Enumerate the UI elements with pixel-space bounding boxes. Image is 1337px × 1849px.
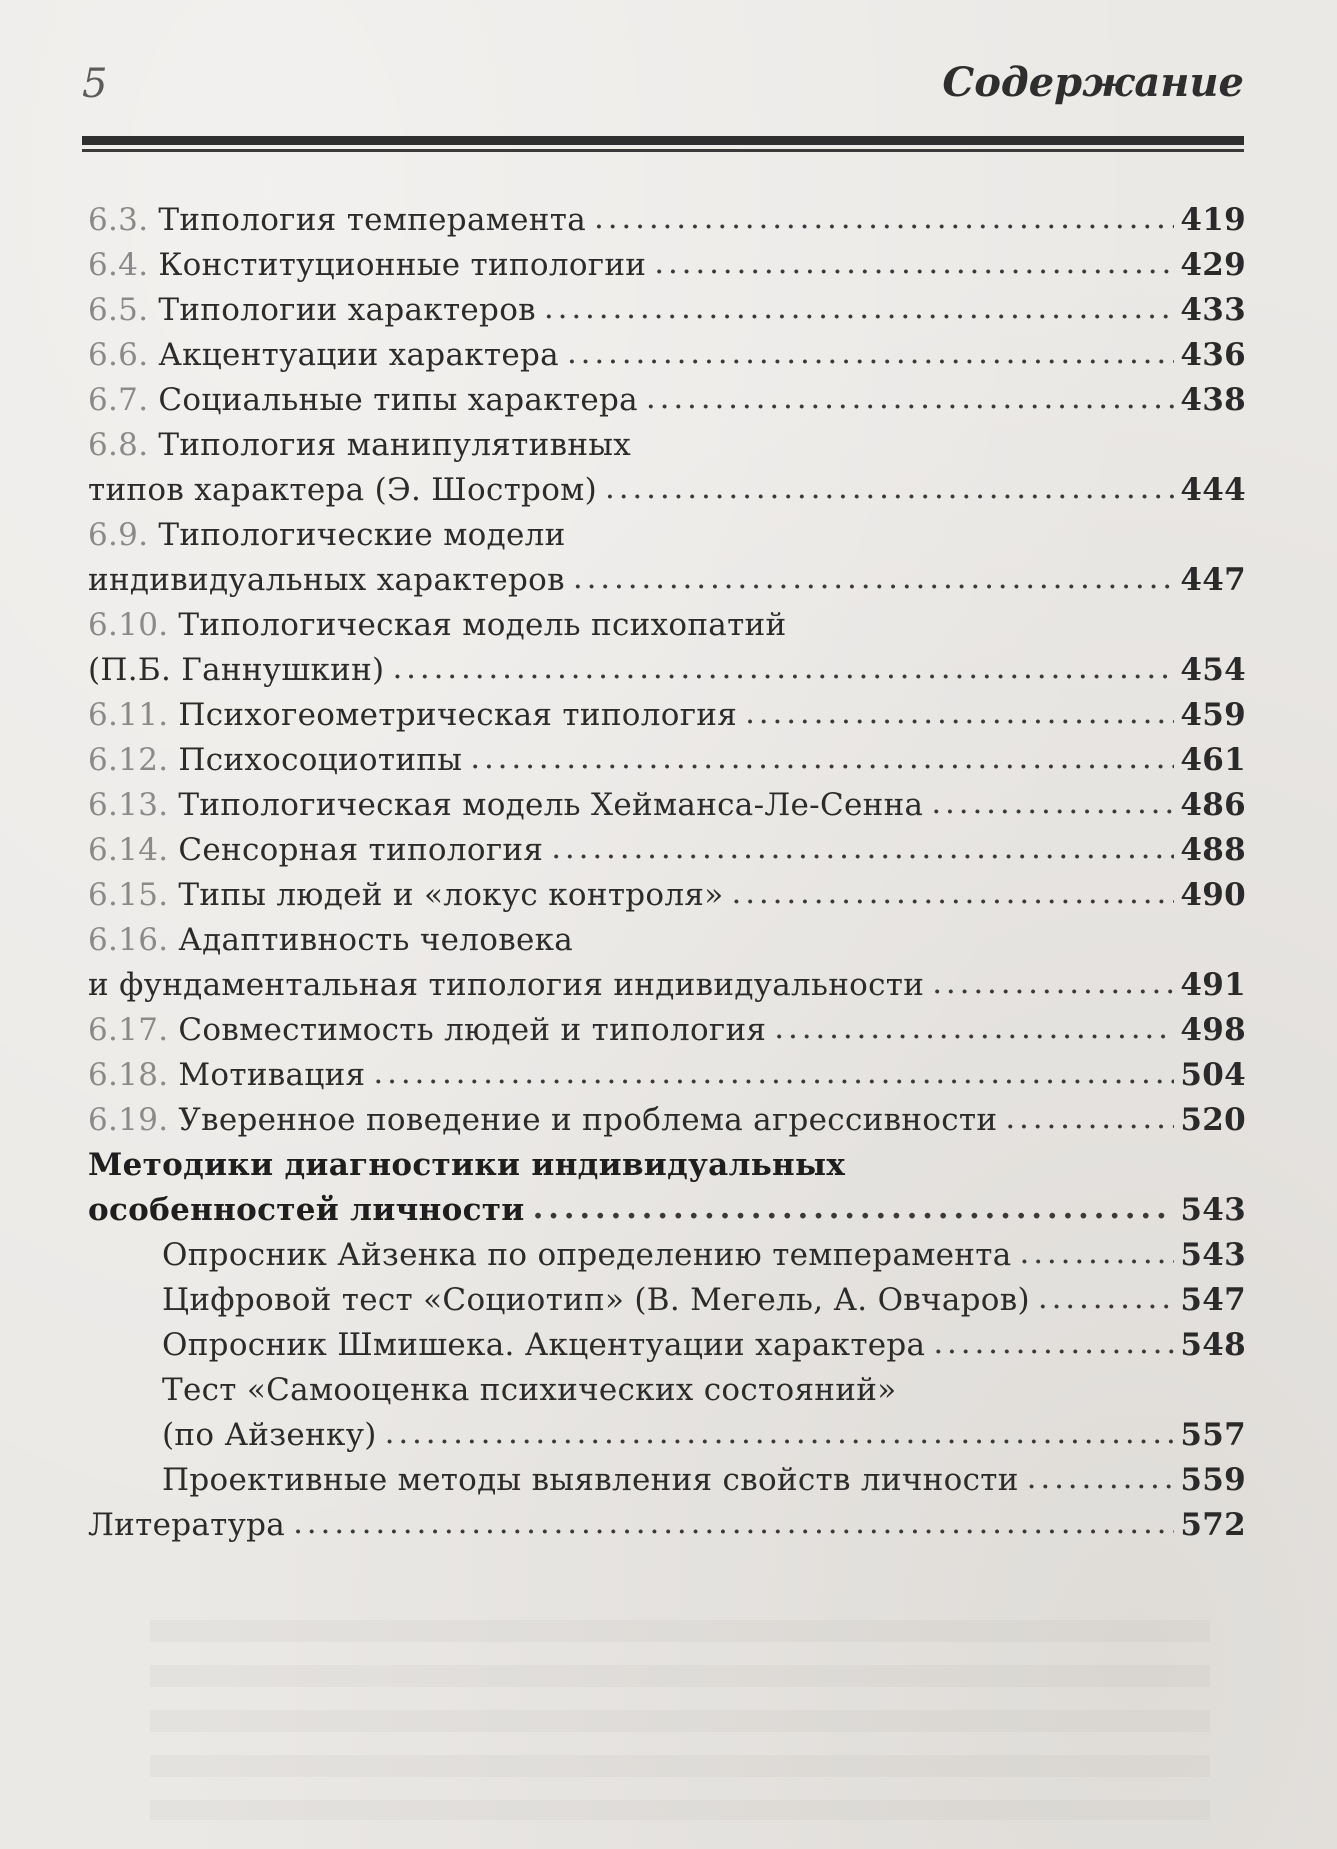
toc-section-title-line1: Методики диагностики индивидуальных: [88, 1147, 846, 1183]
toc-entry-title: Психогеометрическая типология: [178, 697, 738, 733]
toc-entry-page: 557: [1180, 1417, 1246, 1453]
toc-entry-6-6[interactable]: [88, 333, 1246, 378]
toc-entry-number: 6.17.: [88, 1012, 169, 1048]
dot-leader: [567, 331, 1174, 376]
dot-leader: [293, 1501, 1174, 1546]
toc-entry-page: 433: [1180, 292, 1246, 328]
toc-entry-6-10[interactable]: [88, 603, 1246, 693]
dot-leader: [470, 736, 1174, 781]
toc-entry-title-line1: Адаптивность человека: [178, 922, 574, 958]
toc-entry-page: 504: [1180, 1057, 1246, 1093]
dot-leader: [1005, 1096, 1174, 1141]
dot-leader: [1038, 1276, 1174, 1321]
toc-entry-6-18[interactable]: [88, 1053, 1246, 1098]
toc-entry-title: Социальные типы характера: [158, 382, 638, 418]
toc-entry-page: 543: [1180, 1192, 1246, 1228]
toc-entry-page: 486: [1180, 787, 1246, 823]
show-through-texture: [150, 1620, 1210, 1820]
toc-entry-page: 520: [1180, 1102, 1246, 1138]
toc-entry-number: 6.15.: [88, 877, 169, 913]
toc-entry-title: Типологическая модель Хейманса-Ле-Сенна: [178, 787, 924, 823]
toc-entry-page: 461: [1180, 742, 1246, 778]
toc-entry-title-line1: Тест «Самооценка психических состояний»: [162, 1372, 897, 1408]
dot-leader: [774, 1006, 1174, 1051]
toc-entry-page: 447: [1180, 562, 1246, 598]
toc-entry-page: 436: [1180, 337, 1246, 373]
toc-entry-6-3[interactable]: [88, 198, 1246, 243]
toc-entry-title-line1: Типологические модели: [158, 517, 566, 553]
toc-entry-number: 6.4.: [88, 247, 149, 283]
toc-entry-page: 498: [1180, 1012, 1246, 1048]
toc-entry-title: Конституционные типологии: [158, 247, 647, 283]
toc-entry-title-line2: (по Айзенку): [162, 1417, 377, 1453]
dot-leader: [654, 241, 1174, 286]
toc-entry-number: 6.18.: [88, 1057, 169, 1093]
toc-entry-title: Проективные методы выявления свойств личности: [162, 1462, 1019, 1498]
toc-entry-literature[interactable]: [88, 1503, 1246, 1548]
toc-entry-page: 459: [1180, 697, 1246, 733]
header-rule-thick: [82, 136, 1244, 145]
toc-entry-number: 6.16.: [88, 922, 169, 958]
toc-entry-title-line2: типов характера (Э. Шостром): [88, 472, 597, 508]
toc-section-title-line2: особенностей личности: [88, 1192, 525, 1228]
toc-subentry-self-assessment[interactable]: [88, 1368, 1246, 1458]
toc-entry-title: Сенсорная типология: [178, 832, 544, 868]
toc-subentry-projective[interactable]: [88, 1458, 1246, 1503]
header-rule-thin: [82, 149, 1244, 152]
toc-entry-number: 6.9.: [88, 517, 149, 553]
toc-entry-title: Типы людей и «локус контроля»: [178, 877, 724, 913]
dot-leader: [573, 556, 1175, 601]
toc-entry-6-12[interactable]: [88, 738, 1246, 783]
toc-entry-title: Мотивация: [178, 1057, 366, 1093]
toc-entry-number: 6.13.: [88, 787, 169, 823]
toc-entry-title-line1: Типология манипулятивных: [158, 427, 632, 463]
toc-section-methods[interactable]: [88, 1143, 1246, 1233]
toc-entry-6-11[interactable]: [88, 693, 1246, 738]
toc-entry-number: 6.3.: [88, 202, 149, 238]
toc-entry-title: Типология темперамента: [158, 202, 586, 238]
dot-leader: [392, 646, 1174, 691]
toc-entry-number: 6.7.: [88, 382, 149, 418]
toc-entry-page: 548: [1180, 1327, 1246, 1363]
dot-leader: [533, 1186, 1175, 1231]
toc-entry-6-5[interactable]: [88, 288, 1246, 333]
page-header: [82, 55, 1244, 115]
dot-leader: [646, 376, 1174, 421]
toc-entry-page: 559: [1180, 1462, 1246, 1498]
dot-leader: [732, 871, 1175, 916]
toc-entry-page: 444: [1180, 472, 1246, 508]
dot-leader: [594, 196, 1174, 241]
toc-entry-page: 454: [1180, 652, 1246, 688]
toc-entry-title-line1: Типологическая модель психопатий: [178, 607, 787, 643]
toc-entry-6-14[interactable]: [88, 828, 1246, 873]
toc-entry-number: 6.12.: [88, 742, 169, 778]
toc-entry-6-13[interactable]: [88, 783, 1246, 828]
toc-entry-6-17[interactable]: [88, 1008, 1246, 1053]
toc-entry-page: 572: [1180, 1507, 1246, 1543]
table-of-contents: [88, 198, 1246, 1548]
toc-entry-title: Опросник Айзенка по определению темперамента: [162, 1237, 1012, 1273]
toc-entry-number: 6.8.: [88, 427, 149, 463]
toc-entry-6-9[interactable]: [88, 513, 1246, 603]
toc-entry-page: 543: [1180, 1237, 1246, 1273]
toc-entry-6-7[interactable]: [88, 378, 1246, 423]
dot-leader: [605, 466, 1174, 511]
toc-entry-number: 6.5.: [88, 292, 149, 328]
toc-entry-title-line2: индивидуальных характеров: [88, 562, 565, 598]
toc-entry-page: 419: [1180, 202, 1246, 238]
toc-entry-title: Акцентуации характера: [158, 337, 559, 373]
toc-entry-title-line2: и фундаментальная типология индивидуальности: [88, 967, 925, 1003]
toc-entry-title: Совместимость людей и типология: [178, 1012, 767, 1048]
toc-entry-6-19[interactable]: [88, 1098, 1246, 1143]
toc-entry-6-8[interactable]: [88, 423, 1246, 513]
toc-entry-page: 488: [1180, 832, 1246, 868]
toc-entry-number: 6.19.: [88, 1102, 169, 1138]
dot-leader: [1020, 1231, 1175, 1276]
running-title: Содержание: [942, 59, 1244, 106]
toc-subentry-eysenck[interactable]: [88, 1233, 1246, 1278]
dot-leader: [931, 781, 1174, 826]
toc-entry-6-4[interactable]: [88, 243, 1246, 288]
dot-leader: [745, 691, 1174, 736]
toc-entry-title-line2: (П.Б. Ганнушкин): [88, 652, 385, 688]
toc-entry-page: 429: [1180, 247, 1246, 283]
dot-leader: [933, 1321, 1174, 1366]
toc-entry-number: 6.11.: [88, 697, 169, 733]
dot-leader: [932, 961, 1174, 1006]
dot-leader: [551, 826, 1174, 871]
toc-entry-page: 438: [1180, 382, 1246, 418]
toc-entry-title: Типологии характеров: [158, 292, 536, 328]
toc-entry-number: 6.14.: [88, 832, 169, 868]
toc-entry-6-15[interactable]: [88, 873, 1246, 918]
dot-leader: [544, 286, 1174, 331]
toc-entry-title: Цифровой тест «Социотип» (В. Мегель, А. Овчаров): [162, 1282, 1030, 1318]
toc-subentry-schmieschek[interactable]: [88, 1323, 1246, 1368]
toc-entry-number: 6.6.: [88, 337, 149, 373]
toc-entry-6-16[interactable]: [88, 918, 1246, 1008]
dot-leader: [373, 1051, 1174, 1096]
toc-entry-page: 547: [1180, 1282, 1246, 1318]
toc-entry-title: Литература: [88, 1507, 286, 1543]
page-number: 5: [82, 61, 108, 107]
toc-entry-page: 491: [1180, 967, 1246, 1003]
toc-entry-title: Уверенное поведение и проблема агрессивности: [178, 1102, 998, 1138]
toc-subentry-sociotype-test[interactable]: [88, 1278, 1246, 1323]
toc-entry-title: Опросник Шмишека. Акцентуации характера: [162, 1327, 926, 1363]
dot-leader: [385, 1411, 1175, 1456]
dot-leader: [1027, 1456, 1175, 1501]
toc-entry-title: Психосоциотипы: [178, 742, 463, 778]
toc-entry-number: 6.10.: [88, 607, 169, 643]
toc-entry-page: 490: [1180, 877, 1246, 913]
